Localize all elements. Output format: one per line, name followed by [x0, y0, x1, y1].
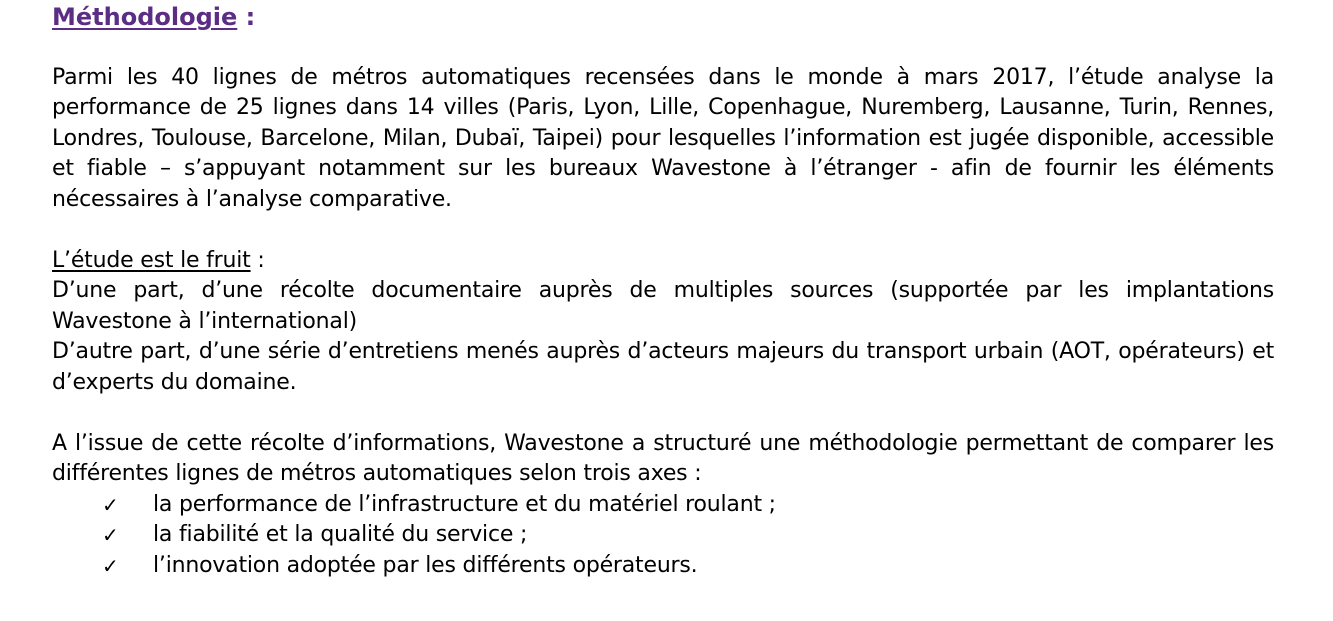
list-item	[52, 520, 1274, 551]
heading-colon: :	[237, 3, 256, 31]
checkmark-icon: ✓	[102, 492, 119, 517]
heading-text: Méthodologie	[52, 3, 238, 31]
fruit-colon: :	[250, 247, 265, 273]
list-item-text: la performance de l’infrastructure et du matériel roulant ;	[153, 491, 776, 517]
spacer	[52, 398, 1274, 429]
document-body	[52, 0, 1274, 581]
part-two-paragraph: D’autre part, d’une série d’entretiens menés auprès d’acteurs majeurs du transport urbain (AOT, opérateurs) et d’experts du domaine.	[52, 339, 1274, 395]
checkmark-icon: ✓	[102, 523, 119, 547]
part-one-paragraph: D’une part, d’une récolte documentaire auprès de multiples sources (supportée par les implantations Wavestone à l’international)	[52, 278, 1274, 334]
conclusion-paragraph: A l’issue de cette récolte d’informations, Wavestone a structuré une méthodologie permettant de comparer les différentes lignes de métros automatiques selon trois axes :	[52, 430, 1274, 486]
intro-paragraph: Parmi les 40 lignes de métros automatiques recensées dans le monde à mars 2017, l’étude analyse la performance de 25 lignes dans 14 villes (Paris, Lyon, Lille, Copenhague, Nuremberg, Lausanne, Turin, Rennes, Londres, Toulouse, Barcelone, Milan, Dubaï, Taipei) pour lesquelles l’information est jugée disponible, accessible et fiable – s’appuyant notamment sur les bureaux Wavestone à l’étranger - afin de fournir les éléments nécessaires à l’analyse comparative.	[52, 64, 1274, 212]
spacer	[52, 215, 1274, 246]
checkmark-icon: ✓	[102, 553, 119, 578]
spacer	[52, 32, 1274, 63]
axes-list	[52, 490, 1274, 582]
fruit-label: L’étude est le fruit	[52, 247, 251, 273]
fruit-heading	[52, 246, 1274, 277]
section-heading	[52, 2, 1274, 32]
list-item	[52, 490, 1274, 521]
list-item-text: l’innovation adoptée par les différents opérateurs.	[153, 552, 698, 578]
list-item-text: la fiabilité et la qualité du service ;	[153, 522, 528, 547]
list-item	[52, 551, 1274, 582]
